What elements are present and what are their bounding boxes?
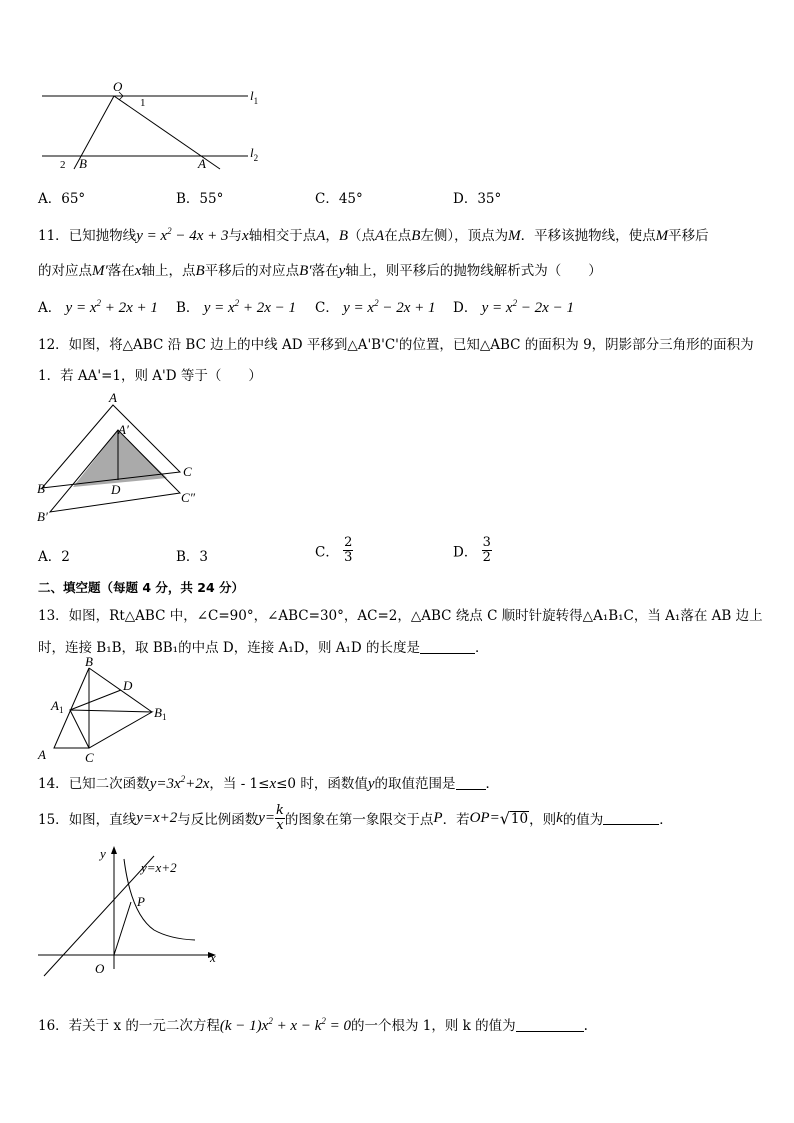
shaded-triangle xyxy=(73,430,167,487)
label-b: B xyxy=(79,156,87,171)
q11-equation: $y = x^2 - 4x + 3$ xyxy=(136,226,229,244)
label-x: x xyxy=(210,950,216,965)
q14-line: 14．已知二次函数$y=3x^2+2x$，当 - 1≤x≤0 时，函数值y的取值范围是 ． xyxy=(38,774,499,792)
line-y-x-plus-2 xyxy=(44,856,154,976)
q11-option-d[interactable]: D． $y = x^2 - 2x - 1$ xyxy=(453,298,574,316)
segment-op xyxy=(114,902,131,955)
label-a: A xyxy=(38,747,46,762)
q15-figure xyxy=(30,842,230,977)
q10-option-c[interactable]: C．45° xyxy=(315,191,363,207)
q12-option-c[interactable]: C． $\frac{2}{3}$ xyxy=(315,535,353,565)
label-b: B xyxy=(37,481,45,496)
q13-figure xyxy=(30,655,180,767)
label-l1: $l_1$ xyxy=(250,88,259,106)
q10-option-a[interactable]: A．65° xyxy=(38,191,86,207)
label-c: C xyxy=(183,464,192,479)
q10-figure xyxy=(30,76,280,176)
q15-line: 15． 如图，直线 y=x+2 与反比例函数 y= $\frac{k}{x}$ 的图象在第一象限交于点 P ．若 OP= √ 10 ，则 k 的值为 ． xyxy=(38,802,673,833)
q15-answer-blank[interactable] xyxy=(603,812,659,825)
section-2-heading: 二、填空题（每题 4 分，共 24 分） xyxy=(38,580,245,595)
label-o: O xyxy=(95,961,105,976)
q16-equation: $(k - 1)x^2 + x - k^2 = 0$ xyxy=(219,1016,351,1034)
label-angle-2: 2 xyxy=(60,159,66,171)
label-b: B xyxy=(85,655,93,669)
q12-option-b[interactable]: B．3 xyxy=(176,549,209,565)
label-o: O xyxy=(113,79,123,94)
q11-line-2: 的对应点M′落在x轴上，点B平移后的对应点B′落在y轴上，则平移后的抛物线解析式为（ ） xyxy=(38,263,602,279)
label-b1: $B_1$ xyxy=(154,705,167,722)
q14-answer-blank[interactable] xyxy=(456,777,486,790)
q16-line: 16．若关于 x 的一元二次方程$(k - 1)x^2 + x - k^2 = 0$的一个根为 1，则 k 的值为 . xyxy=(38,1016,588,1034)
q12-option-d[interactable]: D． $\frac{3}{2}$ xyxy=(453,535,491,565)
label-p: P xyxy=(137,894,145,909)
label-d: D xyxy=(123,678,133,693)
label-a: A xyxy=(198,156,206,171)
q12-line-2: 1．若 AA'=1，则 A'D 等于（ ） xyxy=(38,368,262,384)
label-c-prime: C″ xyxy=(181,490,196,505)
q12-figure xyxy=(30,390,210,530)
q10-option-b[interactable]: B．55° xyxy=(176,191,224,207)
q11-line-1: 11．已知抛物线$y = x^2 - 4x + 3$与x轴相交于点A，B（点A在点B左侧），顶点为M．平移该抛物线，使点M平移后 xyxy=(38,226,709,244)
q10-option-d[interactable]: D．35° xyxy=(453,191,502,207)
label-a1: $A_1$ xyxy=(51,698,64,715)
q16-answer-blank[interactable] xyxy=(516,1019,584,1032)
q12-option-a[interactable]: A．2 xyxy=(38,549,70,565)
q13-answer-blank[interactable] xyxy=(420,641,475,654)
label-c: C xyxy=(85,750,94,765)
label-a: A xyxy=(109,390,117,405)
label-b-prime: B′ xyxy=(37,509,48,524)
q13-line-2: 时，连接 B₁B，取 BB₁的中点 D，连接 A₁D，则 A₁D 的长度是 ． xyxy=(38,640,489,656)
sqrt-sign: √ xyxy=(499,808,510,828)
y-axis-arrow xyxy=(111,846,117,854)
label-line-equation: y=x+2 xyxy=(141,860,177,875)
label-a-prime: A′ xyxy=(118,422,129,437)
q13-line-1: 13．如图，Rt△ABC 中，∠C=90°，∠ABC=30°，AC=2，△ABC 绕点 C 顺时针旋转得△A₁B₁C，当 A₁落在 AB 边上 xyxy=(38,608,763,624)
q11-option-b[interactable]: B． $y = x^2 + 2x - 1$ xyxy=(176,298,297,316)
q14-equation: $y=3x^2+2x$ xyxy=(149,774,210,792)
q11-option-c[interactable]: C． $y = x^2 - 2x + 1$ xyxy=(315,298,436,316)
label-angle-1: 1 xyxy=(140,97,146,109)
label-l2: $l_2$ xyxy=(250,145,259,163)
triangle-a1b1c xyxy=(70,710,152,748)
q12-line-1: 12．如图，将△ABC 沿 BC 边上的中线 AD 平移到△A'B'C'的位置，已知△ABC 的面积为 9，阴影部分三角形的面积为 xyxy=(38,337,754,353)
label-y: y xyxy=(100,846,106,861)
q11-option-a[interactable]: A． $y = x^2 + 2x + 1$ xyxy=(38,298,158,316)
label-d: D xyxy=(111,482,121,497)
